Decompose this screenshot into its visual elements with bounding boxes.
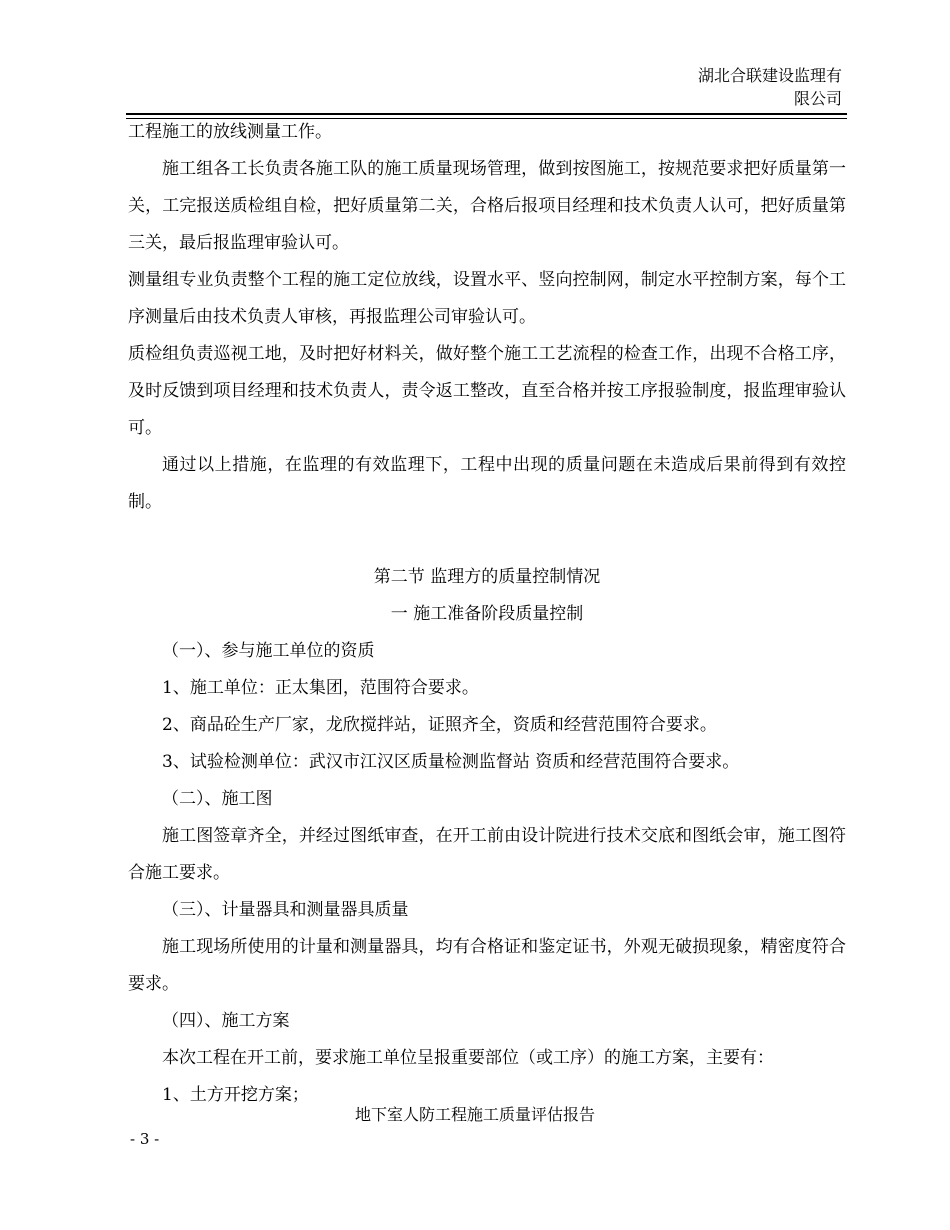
paragraph: 施工组各工长负责各施工队的施工质量现场管理，做到按图施工，按规范要求把好质量第一关，工完报送质检组自检，把好质量第二关，合格后报项目经理和技术负责人认可，把好质量第三关，最后报监理审验认可。 [128,159,846,253]
paragraph: 测量组专业负责整个工程的施工定位放线，设置水平、竖向控制网，制定水平控制方案，每个工序测量后由技术负责人审核，再报监理公司审验认可。 [128,270,846,327]
header-company-line1: 湖北合联建设监理有 [697,66,842,85]
header-company-line2: 限公司 [793,89,842,108]
item-heading: （一）、参与施工单位的资质 [162,641,375,661]
list-item: 2、商品砼生产厂家，龙欣搅拌站，证照齐全，资质和经营范围符合要求。 [162,715,717,735]
list-item: 3、试验检测单位：武汉市江汉区质量检测监督站 资质和经营范围符合要求。 [162,752,740,772]
subsection-title: 一 施工准备阶段质量控制 [390,604,584,624]
document-body [128,114,846,1114]
footer-title: 地下室人防工程施工质量评估报告 [354,1105,595,1124]
section-spacer [128,521,846,559]
item-heading: （四）、施工方案 [162,1011,290,1031]
page-number: - 3 - [130,1130,160,1148]
paragraph: 工程施工的放线测量工作。 [128,122,332,142]
list-item: 1、施工单位：正太集团，范围符合要求。 [162,678,479,698]
item-heading: （二）、施工图 [162,789,273,809]
page-header [698,64,842,110]
paragraph: 施工图签章齐全，并经过图纸审查，在开工前由设计院进行技术交底和图纸会审，施工图符合施工要求。 [128,826,846,883]
list-item: 1、土方开挖方案； [162,1085,309,1105]
paragraph: 通过以上措施，在监理的有效监理下，工程中出现的质量问题在未造成后果前得到有效控制。 [128,455,846,512]
paragraph: 本次工程在开工前，要求施工单位呈报重要部位（或工序）的施工方案，主要有： [162,1048,774,1068]
section-title: 第二节 监理方的质量控制情况 [373,567,601,587]
item-heading: （三）、计量器具和测量器具质量 [162,900,409,920]
paragraph: 施工现场所使用的计量和测量器具，均有合格证和鉴定证书，外观无破损现象，精密度符合要求。 [128,937,846,994]
paragraph: 质检组负责巡视工地，及时把好材料关，做好整个施工工艺流程的检查工作，出现不合格工序，及时反馈到项目经理和技术负责人，责令返工整改，直至合格并按工序报验制度，报监理审验认可。 [128,344,846,438]
